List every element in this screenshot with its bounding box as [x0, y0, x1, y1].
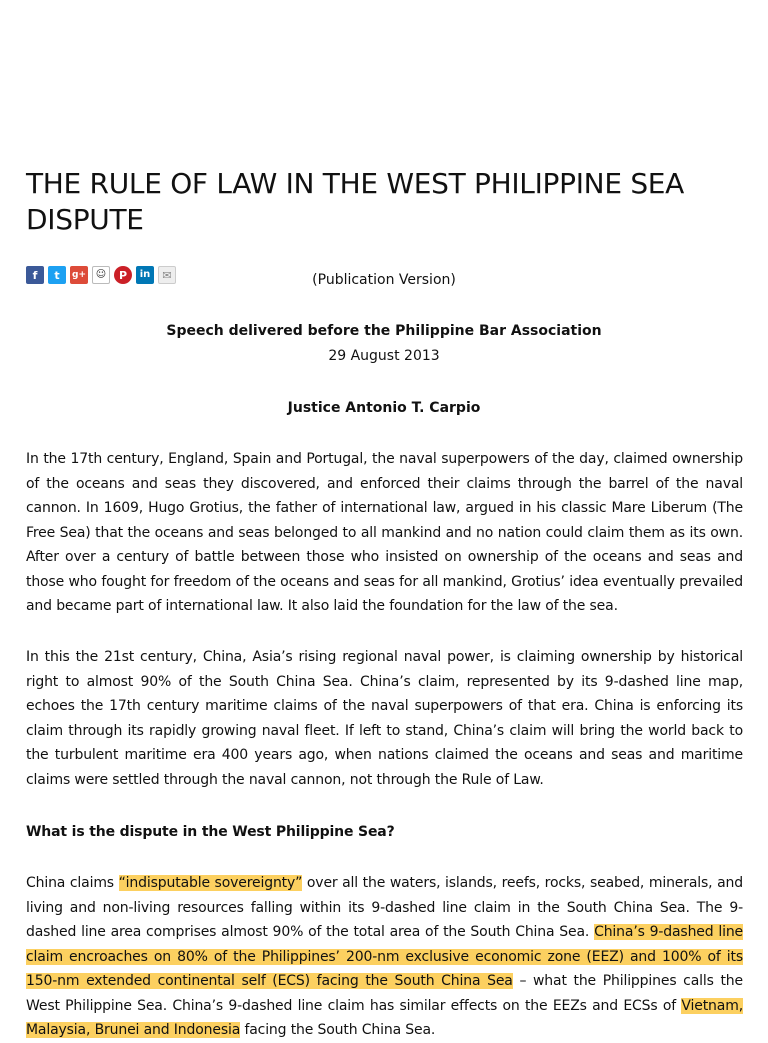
email-icon[interactable]: ✉: [158, 266, 176, 284]
googleplus-icon[interactable]: g+: [70, 266, 88, 284]
linkedin-icon[interactable]: in: [136, 266, 154, 284]
paragraph-3-text-4: facing the South China Sea.: [240, 1022, 436, 1038]
author: Justice Antonio T. Carpio: [287, 400, 481, 416]
facebook-icon[interactable]: f: [26, 266, 44, 284]
paragraph-3: [26, 871, 743, 1043]
paragraph-3-text-2: over all the waters, islands, reefs, rocks, seabed, minerals, and living and non-living resources falling within its 9-dashed line claim in the South China Sea. The 9-dashed line area comprises almost 90% of the total area of the South China Sea.: [26, 875, 743, 940]
highlight-indisputable-sovereignty: “indisputable sovereignty”: [118, 875, 303, 891]
paragraph-1: In the 17th century, England, Spain and Portugal, the naval superpowers of the day, claimed ownership of the oceans and seas they discovered, and enforced their claims through the barrel of the naval cannon. In 1609, Hugo Grotius, the father of international law, argued in his classic Mare Liberum (The Free Sea) that the oceans and seas belonged to all mankind and no nation could claim them as its own. After over a century of battle between those who insisted on ownership of the oceans and seas and those who fought for freedom of the oceans and seas for all mankind, Grotius’ idea eventually prevailed and became part of international law. It also laid the foundation for the law of the sea.: [26, 451, 743, 614]
section-heading: What is the dispute in the West Philippine Sea?: [26, 824, 395, 840]
speech-line: Speech delivered before the Philippine Bar Association: [166, 323, 602, 339]
pinterest-icon[interactable]: P: [114, 266, 132, 284]
paragraph-3-text-1: China claims: [26, 875, 119, 891]
highlight-encroachment: China’s 9-dashed line claim encroaches on 80% of the Philippines’ 200-nm exclusive economic zone (EEZ) and 100% of its 150-nm extended continental self (ECS) facing the South China Sea: [26, 924, 744, 989]
highlight-countries: Vietnam, Malaysia, Brunei and Indonesia: [26, 997, 743, 1038]
paragraph-2: In this the 21st century, China, Asia’s rising regional naval power, is claiming ownership by historical right to almost 90% of the South China Sea. China’s claim, represented by its 9-dashed line map, echoes the 17th century maritime claims of the naval superpowers of that era. China is enforcing its claim through its rapidly growing naval fleet. If left to stand, China’s claim will bring the world back to the turbulent maritime era 400 years ago, when nations claimed the oceans and seas and maritime claims were settled through the naval cannon, not through the Rule of Law.: [26, 649, 743, 788]
twitter-icon[interactable]: t: [48, 266, 66, 284]
page-title: THE RULE OF LAW IN THE WEST PHILIPPINE SEA DISPUTE: [26, 167, 685, 236]
paragraph-3-text-3: – what the Philippines calls the West Philippine Sea. China’s 9-dashed line claim has similar effects on the EEZs and ECSs of: [26, 973, 743, 1014]
speech-date: 29 August 2013: [328, 348, 440, 364]
publication-version: (Publication Version): [312, 272, 456, 288]
reddit-icon[interactable]: ☺: [92, 266, 110, 284]
